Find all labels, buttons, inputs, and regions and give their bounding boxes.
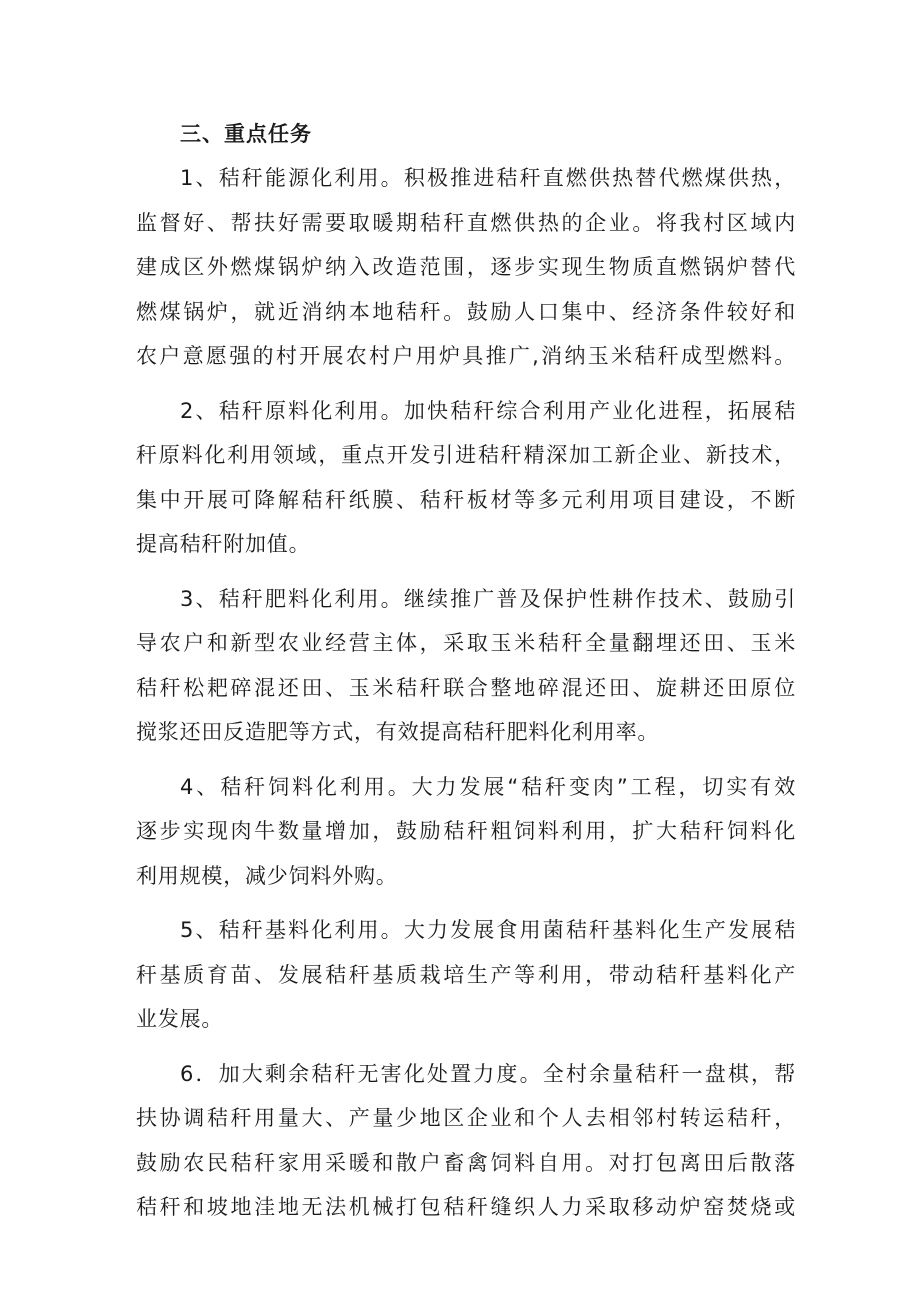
paragraph-line: 秆基质育苗、发展秸秆基质栽培生产等利用，带动秸秆基料化产 xyxy=(136,962,796,987)
paragraph-line: 建成区外燃煤锅炉纳入改造范围，逐步实现生物质直燃锅炉替代 xyxy=(136,255,796,279)
paragraph-line: 秸秆和坡地洼地无法机械打包秸秆缝织人力采取移动炉窑焚烧或 xyxy=(136,1195,796,1219)
paragraph-line: 1、秸秆能源化利用。积极推进秸秆直燃供热替代燃煤供热， xyxy=(180,166,796,190)
paragraph-line: 5、秸秆基料化利用。大力发展食用菌秸秆基料化生产发展秸 xyxy=(180,918,796,942)
paragraph-raw-material-use xyxy=(136,389,796,567)
paragraph-line: 监督好、帮扶好需要取暖期秸秆直燃供热的企业。将我村区域内 xyxy=(136,210,796,235)
paragraph-energy-use xyxy=(136,156,796,379)
paragraph-line: 2、秸秆原料化利用。加快秸秆综合利用产业化进程，拓展秸 xyxy=(180,398,796,423)
section-heading: 三、重点任务 xyxy=(180,122,312,146)
paragraph-feed-use xyxy=(136,765,796,899)
paragraph-line: 导农户和新型农业经营主体，采取玉米秸秆全量翻埋还田、玉米 xyxy=(136,631,796,655)
paragraph-line: 燃煤锅炉，就近消纳本地秸秆。鼓励人口集中、经济条件较好和 xyxy=(136,299,796,324)
paragraph-line: 扶协调秸秆用量大、产量少地区企业和个人去相邻村转运秸秆， xyxy=(136,1106,796,1130)
paragraph-line: 集中开展可降解秸秆纸膜、秸秆板材等多元利用项目建设，不断 xyxy=(136,487,796,512)
paragraph-fertilizer-use xyxy=(136,577,796,755)
paragraph-line: 秸秆松耙碎混还田、玉米秸秆联合整地碎混还田、旋耕还田原位 xyxy=(136,675,796,700)
paragraph-harmless-disposal xyxy=(136,1052,796,1230)
paragraph-line: 利用规模，减少饲料外购。 xyxy=(136,863,398,888)
paragraph-line: 搅浆还田反造肥等方式，有效提高秸秆肥料化利用率。 xyxy=(136,720,660,744)
paragraph-line: 业发展。 xyxy=(136,1007,224,1031)
paragraph-line: 农户意愿强的村开展农村户用炉具推广,消纳玉米秸秆成型燃料。 xyxy=(136,344,796,368)
document-body xyxy=(136,112,796,1240)
paragraph-line: 秆原料化利用领域，重点开发引进秸秆精深加工新企业、新技术， xyxy=(136,443,796,467)
paragraph-line: 3、秸秆肥料化利用。继续推广普及保护性耕作技术、鼓励引 xyxy=(180,586,796,611)
paragraph-line: 提高秸秆附加值。 xyxy=(136,532,311,556)
paragraph-line: 逐步实现肉牛数量增加，鼓励秸秆粗饲料利用，扩大秸秆饲料化 xyxy=(136,819,796,843)
paragraph-line: 鼓励农民秸秆家用采暖和散户畜禽饲料自用。对打包离田后散落 xyxy=(136,1150,796,1175)
paragraph-line: 6．加大剩余秸秆无害化处置力度。全村余量秸秆一盘棋，帮 xyxy=(180,1061,796,1086)
paragraph-substrate-use xyxy=(136,908,796,1042)
paragraph-line: 4、秸秆饲料化利用。大力发展“秸秆变肉”工程，切实有效 xyxy=(180,774,796,799)
